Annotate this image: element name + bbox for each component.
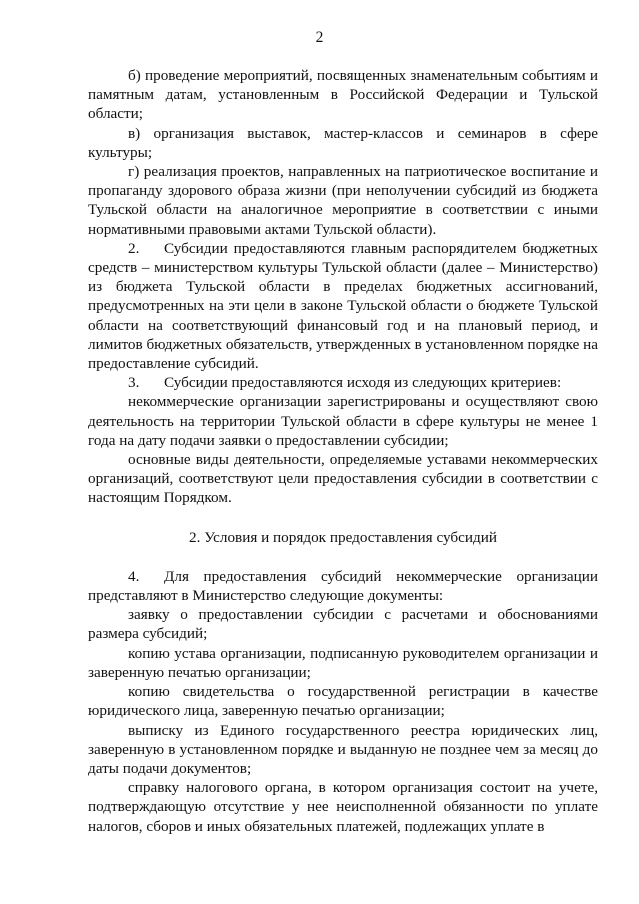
item-3	[88, 373, 598, 392]
document-3: копию свидетельства о государственной регистрации в качестве юридического лица, заверенную печатью организации;	[88, 683, 598, 720]
document-1: заявку о предоставлении субсидии с расчетами и обоснованиями размера субсидий;	[88, 606, 598, 643]
section-heading: 2. Условия и порядок предоставления субсидий	[189, 528, 497, 546]
item-3-text: Субсидии предоставляются исходя из следующих критериев:	[164, 374, 562, 392]
document-4: выписку из Единого государственного реестра юридических лиц, заверенную в установленном порядке и выданную не позднее чем за месяц до даты подачи документов;	[88, 721, 598, 777]
item-4-text: Для предоставления субсидий некоммерческие организации представляют в Министерство следующие документы:	[88, 567, 598, 605]
item-3-number: 3.	[128, 374, 140, 392]
paragraph-v: в) организация выставок, мастер-классов и семинаров в сфере культуры;	[88, 124, 598, 161]
criterion-2: основные виды деятельности, определяемые уставами некоммерческих организаций, соответствуют цели предоставления субсидии в соответствии с настоящим Порядком.	[88, 451, 598, 507]
item-2-number: 2.	[128, 239, 140, 257]
document-body	[88, 66, 598, 836]
paragraph-g: г) реализация проектов, направленных на патриотическое воспитание и пропаганду здорового образа жизни (при неполучении субсидий из бюджета Тульской области на аналогичное мероприятие в соответствии с иными нормативными правовыми актами Тульской области).	[88, 163, 598, 238]
item-2	[88, 239, 598, 373]
item-4	[88, 567, 598, 605]
item-4-number: 4.	[128, 567, 140, 585]
criterion-1: некоммерческие организации зарегистрированы и осуществляют свою деятельность на территории Тульской области в сфере культуры не менее 1 года на дату подачи заявки о предоставлении субсидии;	[88, 393, 598, 449]
item-2-text: Субсидии предоставляются главным распорядителем бюджетных средств – министерством культуры Тульской области (далее – Министерство) из бюджета Тульской области в пределах бюджетных ассигнований, предусмотренных на эти цели в законе Тульской области о бюджете Тульской области на соответствующий финансовый год и на плановый период, и лимитов бюджетных обязательств, утвержденных в установленном порядке на предоставление субсидий.	[88, 239, 598, 373]
document-2: копию устава организации, подписанную руководителем организации и заверенную печатью организации;	[88, 644, 598, 681]
document-5: справку налогового органа, в котором организация состоит на учете, подтверждающую отсутствие у нее неисполненной обязанности по уплате налогов, сборов и иных обязательных платежей, подлежащих уплате в	[88, 779, 598, 835]
page-number: 2	[315, 29, 324, 46]
paragraph-b: б) проведение мероприятий, посвященных знаменательным событиям и памятным датам, установленным в Российской Федерации и Тульской области;	[88, 67, 598, 123]
